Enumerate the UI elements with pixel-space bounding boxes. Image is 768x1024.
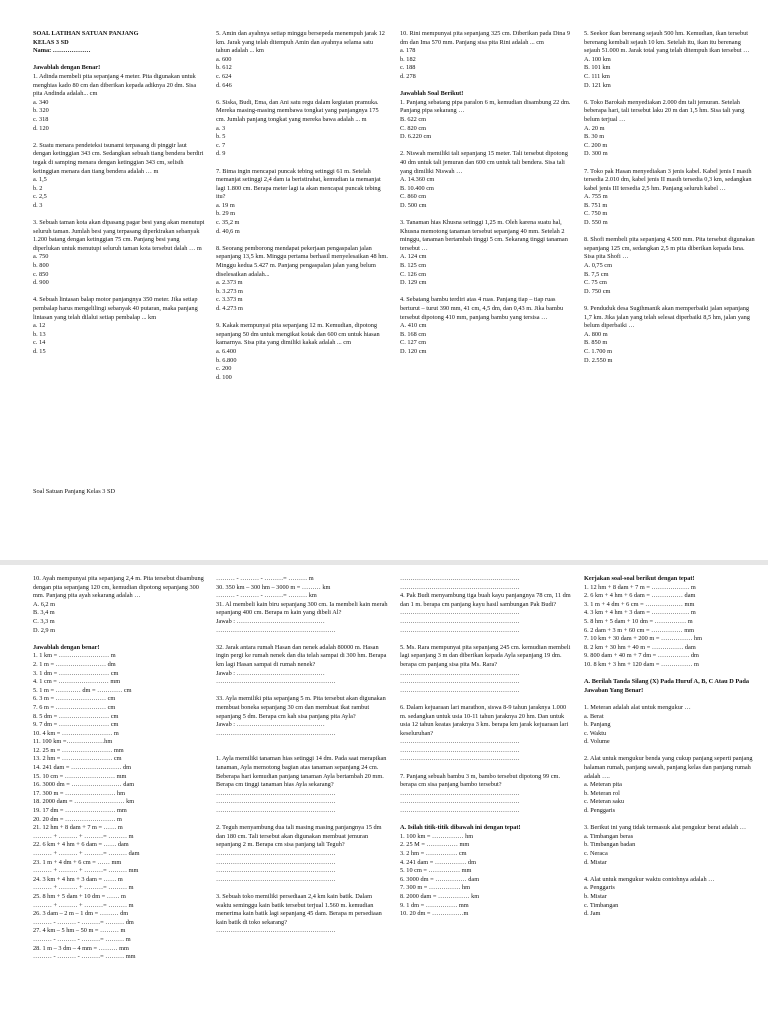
text-line: 7. Bima ingin mencapai puncak tebing setinggi 61 m. Setelah memanjat setinggi 2,4 dam ia beristirahat, kemudian ia memanjat lagi 1.800 cm. Berapa meter lagi ia akan mencapai puncak tebing itu? — [216, 167, 381, 201]
section-heading: A. Isilah titik-titik dibawah ini dengan tepat! — [400, 824, 521, 832]
text-line: 3. 2 hm = …………… cm — [400, 850, 467, 857]
text-line: 10. Ayah mempunyai pita sepanjang 2,4 m. Pita tersebut disambung dengan pita sepanjang 120 cm, kemudian dipotong sepanjang 300 mm. Panjang pita ayah sekarang adalah … — [33, 575, 204, 600]
text-line: ………………………………………………… — [400, 807, 520, 815]
section-heading: Kerjakan soal-soal berikut dengan tepat! — [584, 575, 695, 582]
text-line: a. 12 — [33, 322, 46, 330]
spacer — [216, 687, 388, 696]
text-line: c. 7 — [216, 141, 226, 149]
text-line: 2. 25 M = …………… mm — [400, 841, 470, 849]
text-line: 10. 8 km + 3 hm + 120 dam = …………… m — [584, 660, 699, 668]
text-line: c. 624 — [216, 72, 232, 80]
text-line: 11. 100 km =………………hm — [33, 738, 113, 746]
spacer — [400, 288, 572, 297]
text-line: ………………………………………………… — [216, 807, 336, 815]
text-line: 8. Shofi membeli pita sepanjang 4.500 mm. Pita tersebut digunakan sepanjang 125 cm, sedangkan 2,5 m pita diberikan kepada Isna. Sisa pita Shofi … — [584, 236, 755, 261]
text-line: ………………………………………………… — [400, 609, 520, 617]
text-line: 15. 10 cm = …………………… mm — [33, 772, 127, 780]
text-line: B. 622 cm — [400, 115, 427, 123]
text-line: ………………………………………………… — [216, 729, 336, 737]
text-line: 3. 1 m + 4 dm + 6 cm = ……………… mm — [584, 600, 695, 608]
text-line: D. 120 cm — [400, 347, 427, 355]
spacer — [400, 816, 572, 825]
text-line: 33. Ayla memiliki pita sepanjang 5 m. Pita tersebut akan digunakan membuat boneka sepanjang 30 cm dan membuat ikat rambut sepanjang 5 dm. Berapa cm kah sisa panjang pita Ayla? — [216, 695, 386, 720]
text-line: Jawab : …………………………………… — [216, 669, 325, 677]
text-line: B. 30 m — [584, 133, 605, 141]
text-line: ……… + ……… + ………= ……… m — [33, 884, 134, 892]
text-line: 4. 3 km + 4 hm + 3 dam = ……………… m — [584, 609, 696, 617]
text-line: 4. 241 dam = …………… dm — [400, 858, 476, 866]
spacer — [584, 747, 756, 756]
text-line: C. 750 m — [584, 210, 608, 218]
text-line: 16. 3000 dm = …………………… dam — [33, 781, 135, 789]
text-line: D. 2.550 m — [584, 356, 613, 364]
text-line: 9. Kakak mempunyai pita sepanjang 12 m. Kemudian, dipotong sepanjang 50 dm untuk mengikat kotak dan 600 cm untuk hiasan kamarnya. Sisa pita yang dimiliki kakak adalah ... cm — [216, 322, 380, 347]
text-line: a. 600 — [216, 55, 232, 63]
text-line: c. 850 — [33, 270, 49, 278]
section-heading: Jawablah dengan Benar! — [33, 64, 101, 72]
text-line: ……… - ……… - ………= ……… m — [33, 935, 131, 943]
text-line: 31. Al membeli kain biru sepanjang 300 cm. Ia membeli kain merah sepanjang 400 cm. Berapa m kain yang dibeli Al? — [216, 600, 388, 617]
text-line: C. 3,3 m — [33, 617, 55, 625]
text-line: 1. Meteran adalah alat untuk mengukur … — [584, 703, 691, 711]
spacer — [400, 764, 572, 773]
spacer — [584, 670, 756, 679]
text-line: b. 5 — [216, 133, 226, 141]
text-line: Jawab : …………………………………… — [216, 617, 325, 625]
text-line: 20. 20 dm = …………………… m — [33, 815, 122, 823]
text-line: b. Timbangan badan — [584, 841, 636, 849]
text-line: 5. 8 hm + 5 dam + 10 dm = …………… m — [584, 617, 693, 625]
text-line: ………………………………………………… — [216, 798, 336, 806]
text-line: 3. 1 dm = …………………… cm — [33, 669, 119, 677]
text-line: D. 750 cm — [584, 287, 611, 295]
spacer — [33, 210, 205, 219]
text-line: ………………………………………………… — [400, 583, 520, 591]
text-line: 1. Adinda membeli pita sepanjang 4 meter. Pita digunakan untuk menghias kado 80 cm dan diberikan kepada adiknya 20 dm. Sisa pita Andinda adalah... cm — [33, 72, 197, 98]
text-line: 4. Pak Budi menyambung tiga buah kayu panjangnya 78 cm, 11 dm dan 1 m. berapa cm panjang kayu hasil sambungan Pak Budi? — [400, 592, 571, 608]
text-line: 21. 12 hm + 8 dam + 7 m = …… m — [33, 824, 123, 832]
text-line: d. 4.273 m — [216, 305, 243, 312]
text-line: 1. Ayla memiliki tanaman hias setinggi 14 dm. Pada saat merapikan tanaman, Ayla memotong bagian atas tanaman sepanjang 24 cm. Beberapa hari kemudian panjang tanaman Ayla bertambah 20 mm. Berapa cm tinggi tanaman hias Ayla sekarang? — [216, 755, 387, 789]
text-line: B. 101 km — [584, 64, 611, 72]
text-line: ………………………………………………… — [216, 626, 336, 634]
text-line: ………………………………………………… — [400, 789, 520, 797]
spacer — [216, 738, 388, 747]
text-line: 10. 4 km = …………………… m — [33, 729, 119, 737]
page-2-column-2 — [216, 575, 388, 936]
text-line: 14. 241 dam = …………………… dm — [33, 764, 132, 772]
text-line: B. 10.400 cm — [400, 184, 434, 192]
text-line: ………………………………………………… — [400, 686, 520, 694]
text-line: b. 3.273 m — [216, 287, 243, 295]
text-line: b. 6.800 — [216, 356, 237, 364]
text-line: a. 2.373 m — [216, 279, 243, 287]
text-line: 1. 1 km = …………………… m — [33, 652, 116, 660]
text-line: b. 182 — [400, 55, 416, 63]
text-line: 27. 4 km – 5 hm – 50 m = ……… m — [33, 927, 126, 935]
text-line: C. 860 cm — [400, 193, 427, 201]
text-line: ………………………………………………… — [400, 617, 520, 625]
text-line: ……… + ……… + ………= ……… m — [33, 901, 134, 909]
text-line: 23. 1 m + 4 dm + 6 cm = …… mm — [33, 858, 122, 866]
text-line: ……… + ……… + ………= ……… m — [33, 832, 134, 840]
text-line: 7. 6 m = …………………… cm — [33, 703, 116, 711]
text-line: d. 40,6 m — [216, 227, 240, 235]
text-line: D. 121 km — [584, 81, 611, 89]
text-line: 5. 10 cm = …………… mm — [400, 867, 472, 875]
text-line: 7. Toko pak Hasan menyediakan 3 jenis kabel. Kabel jenis I masih tersedia 2.010 dm, kabel jenis II masih tersedia 0,3 km, sedangkan kabel jenis III tersedia 2,5 hm. Panjang seluruh kabel … — [584, 167, 752, 192]
text-line: ………………………………………………… — [216, 858, 336, 866]
text-line: c. Timbangan — [584, 901, 619, 909]
text-line: 25. 8 hm + 5 dam + 10 dm = …… m — [33, 892, 126, 900]
text-line: B. 751 m — [584, 201, 608, 209]
spacer — [400, 142, 572, 151]
section-heading: SOAL LATIHAN SATUAN PANJANG — [33, 30, 139, 37]
text-line: a. Penggaris — [584, 884, 615, 892]
spacer — [216, 159, 388, 168]
text-line: 24. 3 km + 4 hm + 3 dam = …… m — [33, 875, 123, 883]
text-line: ……… - ……… - ………= ……… m — [216, 575, 314, 582]
text-line: a. Berat — [584, 712, 604, 720]
text-line: c. Meteran saku — [584, 798, 625, 806]
text-line: 22. 6 km + 4 hm + 6 dam = …… dam — [33, 841, 129, 849]
text-line: d. 900 — [33, 279, 49, 287]
text-line: ……… - ……… - ………= ……… km — [216, 592, 317, 600]
spacer — [216, 236, 388, 245]
text-line: d. Penggaris — [584, 807, 616, 815]
text-line: 2. 1 m = …………………… dm — [33, 660, 116, 668]
text-line: ………………………………………………… — [400, 746, 520, 754]
text-line: 4. 1 cm = …………………… mm — [33, 678, 121, 686]
text-line: a. 340 — [33, 98, 49, 106]
text-line: 5. 1 m = ………… dm = ………… cm — [33, 686, 132, 694]
text-line: b. 800 — [33, 262, 49, 270]
text-line: 32. Jarak antara rumah Hasan dan nenek adalah 80000 m. Hasan ingin pergi ke rumah nenek dan dia telah sampai di 300 hm. Berapa km lagi Hasan sampai di rumah nenek? — [216, 643, 387, 668]
spacer — [33, 133, 205, 142]
text-line: d. Mistar — [584, 858, 607, 866]
text-line: 3. Sebuah toko memiliki persediaan 2,4 km kain batik. Dalam waktu seminggu kain batik tersebut terjual 1.560 m. kemudian menerima kain batik lagi sepanjang 45 dam. Berapa m persediaan kain batik di toko sekarang? — [216, 892, 382, 926]
section-heading: Jawablah Soal Berikut! — [400, 90, 464, 98]
text-line: b. 13 — [33, 330, 46, 338]
page-2-column-1 — [33, 575, 205, 962]
text-line: ………………………………………………… — [400, 575, 520, 582]
text-line: Jawab : …………………………………… — [216, 721, 325, 729]
text-line: 6. 3000 dm = …………… dam — [400, 875, 480, 883]
text-line: 30. 350 km – 300 hm – 3000 m = ……… km — [216, 583, 331, 591]
spacer — [216, 90, 388, 99]
text-line: 18. 2000 dam = …………………… km — [33, 798, 135, 806]
text-line: 9. Penduduk desa Sugihmanik akan memperbaiki jalan sepanjang 1,7 km. Jika jalan yang telah selesai diperbaiki 8,5 hm, jalan yang belum diperbaiki … — [584, 305, 750, 330]
text-line: ……… - ……… - ………= ……… dm — [33, 918, 134, 926]
text-line: c. 3.373 m — [216, 296, 243, 304]
text-line: d. 646 — [216, 81, 232, 89]
page-1-column-4 — [584, 30, 756, 365]
section-heading: Nama: ……………… — [33, 47, 91, 55]
spacer — [216, 635, 388, 644]
page-2-column-4 — [584, 575, 756, 919]
text-line: D. 2,9 m — [33, 626, 56, 634]
text-line: c. Neraca — [584, 850, 608, 857]
text-line: 8. Seorang pemborong mendapat pekerjaan pengaspalan jalan sepanjang 13,5 km. Minggu pertama berhasil menyelesaikan 48 hm. Minggu kedua 5.427 m. Panjang pengaspalan jalan yang belum diselesaikan adalah... — [216, 244, 388, 278]
page-1-column-2 — [216, 30, 388, 382]
text-line: d. Jam — [584, 910, 601, 918]
spacer — [400, 635, 572, 644]
text-line: b. Panjang — [584, 721, 611, 729]
page-1-column-3 — [400, 30, 572, 357]
text-line: 2. Suatu menara pendeteksi tsunami terpasang di pinggir laut dengan ketinggian 343 cm. Sedangkan sebuah tiang bendera berdiri tegak di samping menara dengan ketinggian 343 cm, selisih ketinggian menara dan tiang bendera adalah … m — [33, 141, 204, 175]
text-line: 6. 3 m = …………………… cm — [33, 695, 116, 703]
text-line: b. 612 — [216, 64, 232, 72]
text-line: a. 750 — [33, 253, 49, 261]
text-line: 3. Berikut ini yang tidak termasuk alat pengukur berat adalah … — [584, 824, 747, 832]
spacer — [584, 90, 756, 99]
text-line: A. 755 m — [584, 193, 608, 201]
text-line: ………………………………………………… — [400, 755, 520, 763]
text-line: 2. Teguh menyambung dua tali masing masing panjangnya 15 dm dan 180 cm. Tali tersebut akan digunakan membuat jemuran sepanjang 2 m. Berapa cm sisa panjang tali Teguh? — [216, 824, 382, 849]
text-line: B. 3,4 m — [33, 609, 55, 617]
text-line: c. 2,5 — [33, 193, 47, 201]
text-line: D. 500 cm — [400, 201, 427, 209]
text-line: 3. Sebuah taman kota akan dipasang pagar besi yang akan menutupi seluruh taman. Jumlah besi yang terpasang diperkirakan sebanyak 1.200 batang dengan ketinggian 75 cm. Panjang besi yang diperlukan untuk menutupi seluruh taman kota tersebut dalah … m — [33, 219, 205, 252]
text-line: 5. Amin dan ayahnya setiap minggu bersepeda menempuh jarak 12 km. Jarak yang telah ditempuh Amin dan ayahnya selama satu tahun adalah ... km — [216, 30, 385, 55]
text-line: d. 15 — [33, 347, 46, 355]
text-line: a. Timbangan beras — [584, 832, 634, 840]
text-line: 7. 300 m = …………… hm — [400, 884, 471, 892]
section-heading: Jawablah dengan benar! — [33, 643, 100, 651]
text-line: C. 127 cm — [400, 339, 427, 347]
text-line: d. 3 — [33, 201, 43, 209]
text-line: A. 0,75 cm — [584, 262, 612, 270]
text-line: D. 129 cm — [400, 279, 427, 287]
text-line: d. Volume — [584, 738, 610, 746]
text-line: c. 14 — [33, 339, 46, 347]
text-line: ……… - ……… - ………= ……… mm — [33, 953, 136, 961]
text-line: 7. Panjang sebuah bambu 3 m, bambo tersebut dipotong 99 cm. berapa cm sisa panjang bambo tersebut? — [400, 772, 561, 789]
spacer — [216, 314, 388, 323]
spacer — [216, 747, 388, 756]
text-line: ………………………………………………… — [400, 738, 520, 746]
spacer — [33, 56, 205, 65]
text-line: A. 800 m — [584, 330, 608, 338]
text-line: D. 550 m — [584, 219, 608, 227]
text-line: 9. 1 dm = …………… mm — [400, 901, 469, 909]
text-line: 28. 1 m – 3 dm – 4 mm = ……… mm — [33, 944, 129, 952]
text-line: b. Mistar — [584, 892, 607, 900]
text-line: b. 320 — [33, 107, 49, 115]
text-line: 7. 10 km + 30 dam + 200 m = …………… hm — [584, 635, 703, 643]
text-line: c. 35,2 m — [216, 219, 240, 227]
spacer — [584, 695, 756, 704]
text-line: 26. 3 dam – 2 m – 1 dm = ……… dm — [33, 910, 129, 918]
text-line: b. Meteran rol — [584, 789, 620, 797]
text-line: ………………………………………………… — [216, 678, 336, 686]
spacer — [33, 288, 205, 297]
text-line: a. 178 — [400, 47, 416, 55]
text-line: A. 124 cm — [400, 253, 427, 261]
text-line: 1. Panjang sebatang pipa paralon 6 m, kemudian disambung 22 dm. Panjang pipa sekarang … — [400, 98, 571, 115]
text-line: D. 6.220 cm — [400, 133, 432, 141]
text-line: B. 7,5 cm — [584, 270, 609, 278]
spacer — [584, 816, 756, 825]
text-line: a. 6.400 — [216, 347, 237, 355]
text-line: C. 1.700 m — [584, 347, 612, 355]
spacer — [216, 816, 388, 825]
text-line: C. 200 m — [584, 141, 608, 149]
text-line: B. 168 cm — [400, 330, 427, 338]
text-line: 4. Alat untuk mengukur waktu contohnya adalah … — [584, 875, 715, 883]
text-line: d. 278 — [400, 72, 416, 80]
text-line: c. 200 — [216, 365, 232, 373]
text-line: ………………………………………………… — [216, 850, 336, 857]
text-line: A. 410 cm — [400, 322, 427, 330]
text-line: d. 9 — [216, 150, 226, 158]
text-line: 2. Alat untuk mengukur benda yang cukup panjang seperti panjang halaman rumah, panjang sawah, panjang kelas dan panjang rumah adalah …. — [584, 755, 753, 780]
text-line: ………………………………………………… — [216, 867, 336, 875]
text-line: 17. 300 m = …………………… hm — [33, 789, 126, 797]
text-line: B. 850 m — [584, 339, 608, 347]
text-line: 9. 800 dam + 40 m + 7 dm = …………… dm — [584, 652, 699, 660]
text-line: 13. 2 hm = …………………… cm — [33, 755, 122, 763]
text-line: b. 2 — [33, 184, 43, 192]
text-line: A. 14.360 cm — [400, 176, 435, 184]
section-heading: KELAS 3 SD — [33, 38, 69, 46]
text-line: 12. 25 m = …………………… mm — [33, 746, 124, 754]
text-line: 8. 2000 dam = …………… km — [400, 892, 480, 900]
text-line: ………………………………………………… — [400, 678, 520, 686]
text-line: 9. 7 dm = …………………… cm — [33, 721, 119, 729]
text-line: D. 300 m — [584, 150, 608, 158]
text-line: C. 111 km — [584, 72, 610, 80]
text-line: ……… + ……… + ………= ……… dam — [33, 850, 140, 857]
text-line: 3. Tanaman hias Khusna setinggi 1,25 m. Oleh karena suatu hal, Khusna memotong tanaman tersebut sepanjang 40 mm. Setelah 2 minggu, tanaman bertambah tinggi 5 cm. Sekarang tinggi tanaman tersebut … — [400, 219, 568, 252]
text-line: 4. Sebatang bambu terdiri atas 4 ruas. Panjang tiap – tiap ruas berturut – turut 390 mm, 41 cm, 4,5 dm, dan 0,43 m. Jika bambu tersebut dipotong 410 mm, panjang bambu yang tersisa … — [400, 296, 564, 321]
section-heading: A. Berilah Tanda Silang (X) Pada Huruf A, B, C Atau D Pada Jawaban Yang Benar! — [584, 678, 749, 694]
spacer — [584, 228, 756, 237]
text-line: 8. 2 km + 30 hm + 40 m = …………… dam — [584, 643, 696, 651]
text-line: 6. Toko Barokah menyediakan 2.000 dm tali jemuran. Setelah beberapa hari, tali tersebut laku 20 m dan 1,5 hm. Sisa tali yang belum terjual … — [584, 98, 745, 123]
text-line: C. 75 cm — [584, 279, 607, 287]
text-line: d. 120 — [33, 124, 49, 132]
text-line: ……… + ……… + ………= ……… mm — [33, 867, 139, 875]
text-line: 5. Ms. Rara mempunyai pita sepanjang 245 cm. kemudian membeli lagi sepanjang 3 m dan diberikan kepada Ayla sepanjang 19 dm. berapa cm panjang sisa pita Ms. Rara? — [400, 643, 571, 668]
spacer — [216, 884, 388, 893]
text-line: A. 100 km — [584, 55, 611, 63]
text-line: ………………………………………………… — [216, 875, 336, 883]
page-1-column-1 — [33, 30, 205, 357]
text-line: C. 126 cm — [400, 270, 427, 278]
spacer — [33, 635, 205, 644]
text-line: c. 318 — [33, 115, 49, 123]
page-footer: Soal Satuan Panjang Kelas 3 SD — [33, 488, 116, 495]
text-line: a. 3 — [216, 124, 226, 132]
text-line: a. Meteran pita — [584, 781, 622, 789]
text-line: 6. Siska, Budi, Ema, dan Ani satu regu dalam kegiatan pramuka. Mereka masing-masing membawa tongkat yang panjangnya 175 cm. Jumlah panjang tongkat yang mereka bawa adalah ... m — [216, 98, 379, 123]
spacer — [400, 82, 572, 91]
text-line: 4. Sebuah lintasan balap motor panjangnya 350 meter. Jika setiap pembalap harus mengelilingi sebanyak 40 putaran, maka panjang lintasan yang telah dilalui setiap pembalap ... km — [33, 296, 198, 321]
text-line: a. 1,5 — [33, 176, 47, 184]
page-2-column-3 — [400, 575, 572, 919]
text-line: 19. 17 dm = …………………… mm — [33, 807, 127, 815]
text-line: 10. 20 dm = ……………m — [400, 910, 469, 918]
text-line: b. 29 m — [216, 210, 236, 218]
text-line: ………………………………………………… — [400, 626, 520, 634]
text-line: ………………………………………………… — [400, 669, 520, 677]
text-line: c. 188 — [400, 64, 416, 72]
spacer — [400, 210, 572, 219]
text-line: A. 6,2 m — [33, 600, 56, 608]
text-line: C. 820 cm — [400, 124, 427, 132]
text-line: B. 125 cm — [400, 262, 427, 270]
text-line: 1. 12 hm + 8 dam + 7 m = ……………… m — [584, 583, 696, 591]
text-line: a. 19 m — [216, 201, 235, 209]
text-line: 1. 100 km = …………… hm — [400, 832, 474, 840]
text-line: ………………………………………………… — [216, 927, 336, 935]
text-line: 2. Niswah memiliki tali sepanjang 15 meter. Tali tersebut dipotong 40 dm untuk tali jemuran dan 600 cm untuk tali bendera. Sisa tali yang dimiliki Niswah … — [400, 150, 568, 175]
spacer — [584, 867, 756, 876]
spacer — [584, 296, 756, 305]
text-line: d. 100 — [216, 373, 232, 381]
text-line: ………………………………………………… — [216, 789, 336, 797]
text-line: 2. 6 km + 4 hm + 6 dam = …………… dam — [584, 592, 696, 600]
text-line: 6. Dalam kejuaraan lari marathon, siswa 8-9 tahun jaraknya 1.000 m. sedangkan untuk usia 10-11 tahun jaraknya 20 hm. Dan untuk usia 12 tahun keatas jaraknya 3 km. berapa km jarak kejuaraan lari keseluruhan? — [400, 703, 569, 737]
text-line: 6. 2 dam + 3 m + 60 cm = …………… mm — [584, 626, 694, 634]
text-line: ………………………………………………… — [400, 798, 520, 806]
text-line: A. 20 m — [584, 124, 605, 132]
text-line: 5. Seekor ikan berenang sejauh 500 hm. Kemudian, ikan tersebut berenang kembali sejauh 10 km. Setelah itu, ikan itu berenang sejauh 51.000 m. Jarak total yang telah ditempuh ikan tersebut … — [584, 30, 750, 55]
text-line: 10. Rini mempunyai pita sepanjang 325 cm. Diberikan pada Dina 9 dm dan Ima 570 mm. Panjang sisa pita Rini adalah ... cm — [400, 30, 570, 46]
spacer — [400, 695, 572, 704]
spacer — [584, 159, 756, 168]
text-line: 8. 5 dm = …………………… cm — [33, 712, 119, 720]
text-line: c. Waktu — [584, 729, 607, 737]
